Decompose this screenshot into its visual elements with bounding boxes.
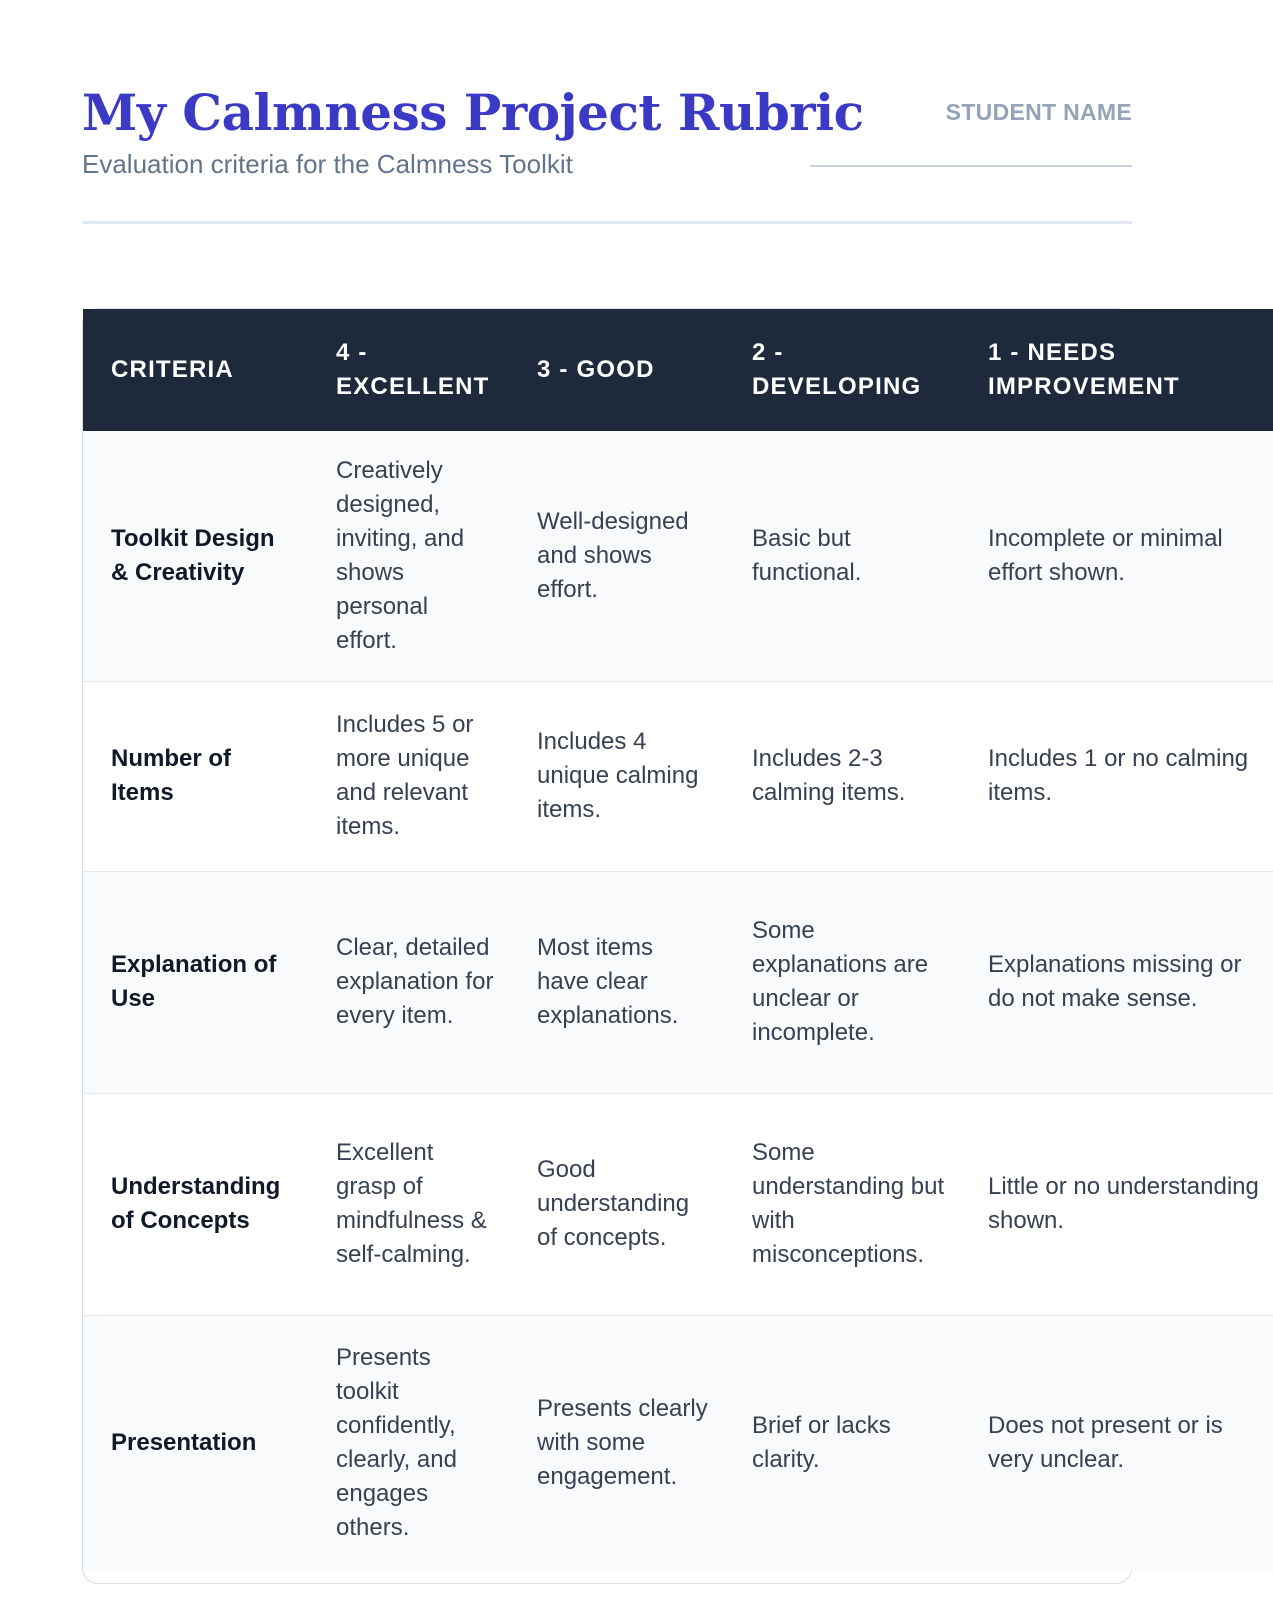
developing-cell: Basic but functional.: [724, 431, 960, 681]
table-row: [83, 681, 1273, 871]
needs-improvement-cell: Includes 1 or no calming items.: [960, 681, 1273, 871]
developing-cell: Brief or lacks clarity.: [724, 1315, 960, 1571]
table-row: [83, 1093, 1273, 1315]
criteria-cell: Explanation of Use: [83, 871, 308, 1093]
developing-cell: Includes 2-3 calming items.: [724, 681, 960, 871]
excellent-cell: Includes 5 or more unique and relevant items.: [308, 681, 509, 871]
criteria-cell: Presentation: [83, 1315, 308, 1571]
developing-cell: Some explanations are unclear or incomplete.: [724, 871, 960, 1093]
student-name-line[interactable]: [810, 165, 1132, 167]
page-subtitle: Evaluation criteria for the Calmness Toolkit: [82, 149, 573, 179]
excellent-cell: Clear, detailed explanation for every item.: [308, 871, 509, 1093]
page-header: [82, 82, 1132, 224]
page-title: My Calmness Project Rubric: [82, 83, 864, 142]
excellent-cell: Excellent grasp of mindfulness & self-calming.: [308, 1093, 509, 1315]
criteria-cell: Understanding of Concepts: [83, 1093, 308, 1315]
needs-improvement-cell: Explanations missing or do not make sense.: [960, 871, 1273, 1093]
excellent-cell: Creatively designed, inviting, and shows personal effort.: [308, 431, 509, 681]
rubric-table: [83, 309, 1273, 1571]
header-row: [83, 309, 1273, 431]
needs-improvement-cell: Incomplete or minimal effort shown.: [960, 431, 1273, 681]
student-name-label: STUDENT NAME: [945, 99, 1132, 125]
column-header-needs-improvement: 1 - NEEDS IMPROVEMENT: [960, 309, 1273, 431]
column-header-developing: 2 - DEVELOPING: [724, 309, 960, 431]
good-cell: Well-designed and shows effort.: [509, 431, 724, 681]
table-row: [83, 431, 1273, 681]
criteria-cell: Number of Items: [83, 681, 308, 871]
rubric-table-container: [82, 308, 1259, 1584]
rubric-header: [83, 309, 1273, 431]
needs-improvement-cell: Little or no understanding shown.: [960, 1093, 1273, 1315]
good-cell: Presents clearly with some engagement.: [509, 1315, 724, 1571]
good-cell: Most items have clear explanations.: [509, 871, 724, 1093]
excellent-cell: Presents toolkit confidently, clearly, and engages others.: [308, 1315, 509, 1571]
good-cell: Good understanding of concepts.: [509, 1093, 724, 1315]
needs-improvement-cell: Does not present or is very unclear.: [960, 1315, 1273, 1571]
rubric-body: [83, 431, 1273, 1571]
developing-cell: Some understanding but with misconceptions.: [724, 1093, 960, 1315]
column-header-excellent: 4 - EXCELLENT: [308, 309, 509, 431]
criteria-cell: Toolkit Design & Creativity: [83, 431, 308, 681]
column-header-criteria: CRITERIA: [83, 309, 308, 431]
good-cell: Includes 4 unique calming items.: [509, 681, 724, 871]
table-row: [83, 1315, 1273, 1571]
column-header-good: 3 - GOOD: [509, 309, 724, 431]
table-row: [83, 871, 1273, 1093]
